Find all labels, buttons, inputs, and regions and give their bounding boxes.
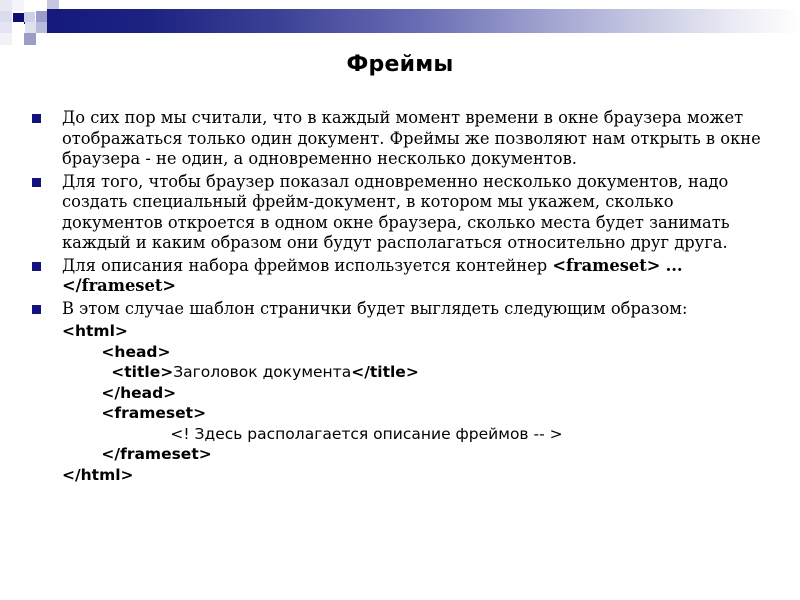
code-indent [62, 343, 101, 361]
list-item [30, 299, 778, 486]
decoration-square [12, 33, 24, 45]
decoration-square [25, 22, 36, 33]
code-line [62, 383, 778, 404]
decoration-square [36, 22, 47, 33]
decoration-square [12, 22, 24, 33]
decoration-square [24, 12, 35, 22]
code-indent [62, 404, 101, 422]
list-item [30, 256, 778, 297]
header-decoration [0, 0, 800, 48]
page-title: Фреймы [346, 52, 454, 77]
code-line [62, 342, 778, 363]
slide-body [30, 108, 778, 487]
code-tag: </frameset> [101, 445, 212, 463]
bullet-marker-icon [32, 262, 41, 271]
list-item [30, 172, 778, 254]
bullet-text: В этом случае шаблон странички будет выглядеть следующим образом: [62, 298, 688, 318]
bullet-marker-icon [32, 114, 41, 123]
decoration-square [24, 0, 35, 11]
code-indent [62, 425, 170, 443]
bullet-marker-icon [32, 178, 41, 187]
frameset-open-tag: <frameset> [552, 255, 661, 275]
header-gradient-bar [46, 9, 800, 33]
decoration-square [0, 22, 12, 33]
decoration-square [47, 0, 59, 9]
code-line [62, 362, 778, 383]
code-tag: <html> [62, 322, 128, 340]
bullet-text: До сих пор мы считали, что в каждый момент времени в окне браузера может отображаться только один документ. Фреймы же позволяют нам открыть в окне браузера - не один, а одновременно несколько документов. [62, 108, 761, 168]
bullet-text-prefix: Для описания набора фреймов используется контейнер [62, 255, 553, 275]
frameset-close-tag: ...</frameset> [62, 255, 683, 295]
code-line [62, 444, 778, 465]
bullet-marker-icon [32, 305, 41, 314]
code-indent [62, 384, 101, 402]
list-item [30, 108, 778, 170]
decoration-square [0, 0, 12, 11]
bullet-text: Для того, чтобы браузер показал одновременно несколько документов, надо создать специальный фрейм-документ, в котором мы укажем, сколько документов откроется в одном окне браузера, сколько места будет занимать каждый и каким образом они будут располагаться относительно друг друга. [62, 171, 730, 252]
decoration-square [12, 0, 24, 11]
decoration-square [24, 33, 36, 45]
code-line [62, 321, 778, 342]
code-indent [62, 363, 111, 381]
code-line [62, 424, 778, 445]
code-tag-end: </title> [351, 363, 419, 381]
code-text: Заголовок документа [173, 363, 352, 381]
code-tag: <frameset> [101, 404, 207, 422]
decoration-square [0, 11, 12, 22]
decoration-square [35, 0, 47, 11]
decoration-square [36, 11, 47, 22]
code-sample [62, 321, 778, 485]
code-indent [62, 445, 101, 463]
code-tag: <head> [101, 342, 171, 361]
code-tag: </html> [62, 465, 134, 484]
code-tag: <title> [111, 363, 174, 381]
code-line [62, 403, 778, 424]
code-text: <! Здесь располагается описание фреймов -- > [170, 424, 563, 443]
decoration-square [0, 33, 12, 45]
bullet-list [30, 108, 778, 485]
code-line [62, 465, 778, 486]
code-tag: </head> [101, 383, 177, 402]
